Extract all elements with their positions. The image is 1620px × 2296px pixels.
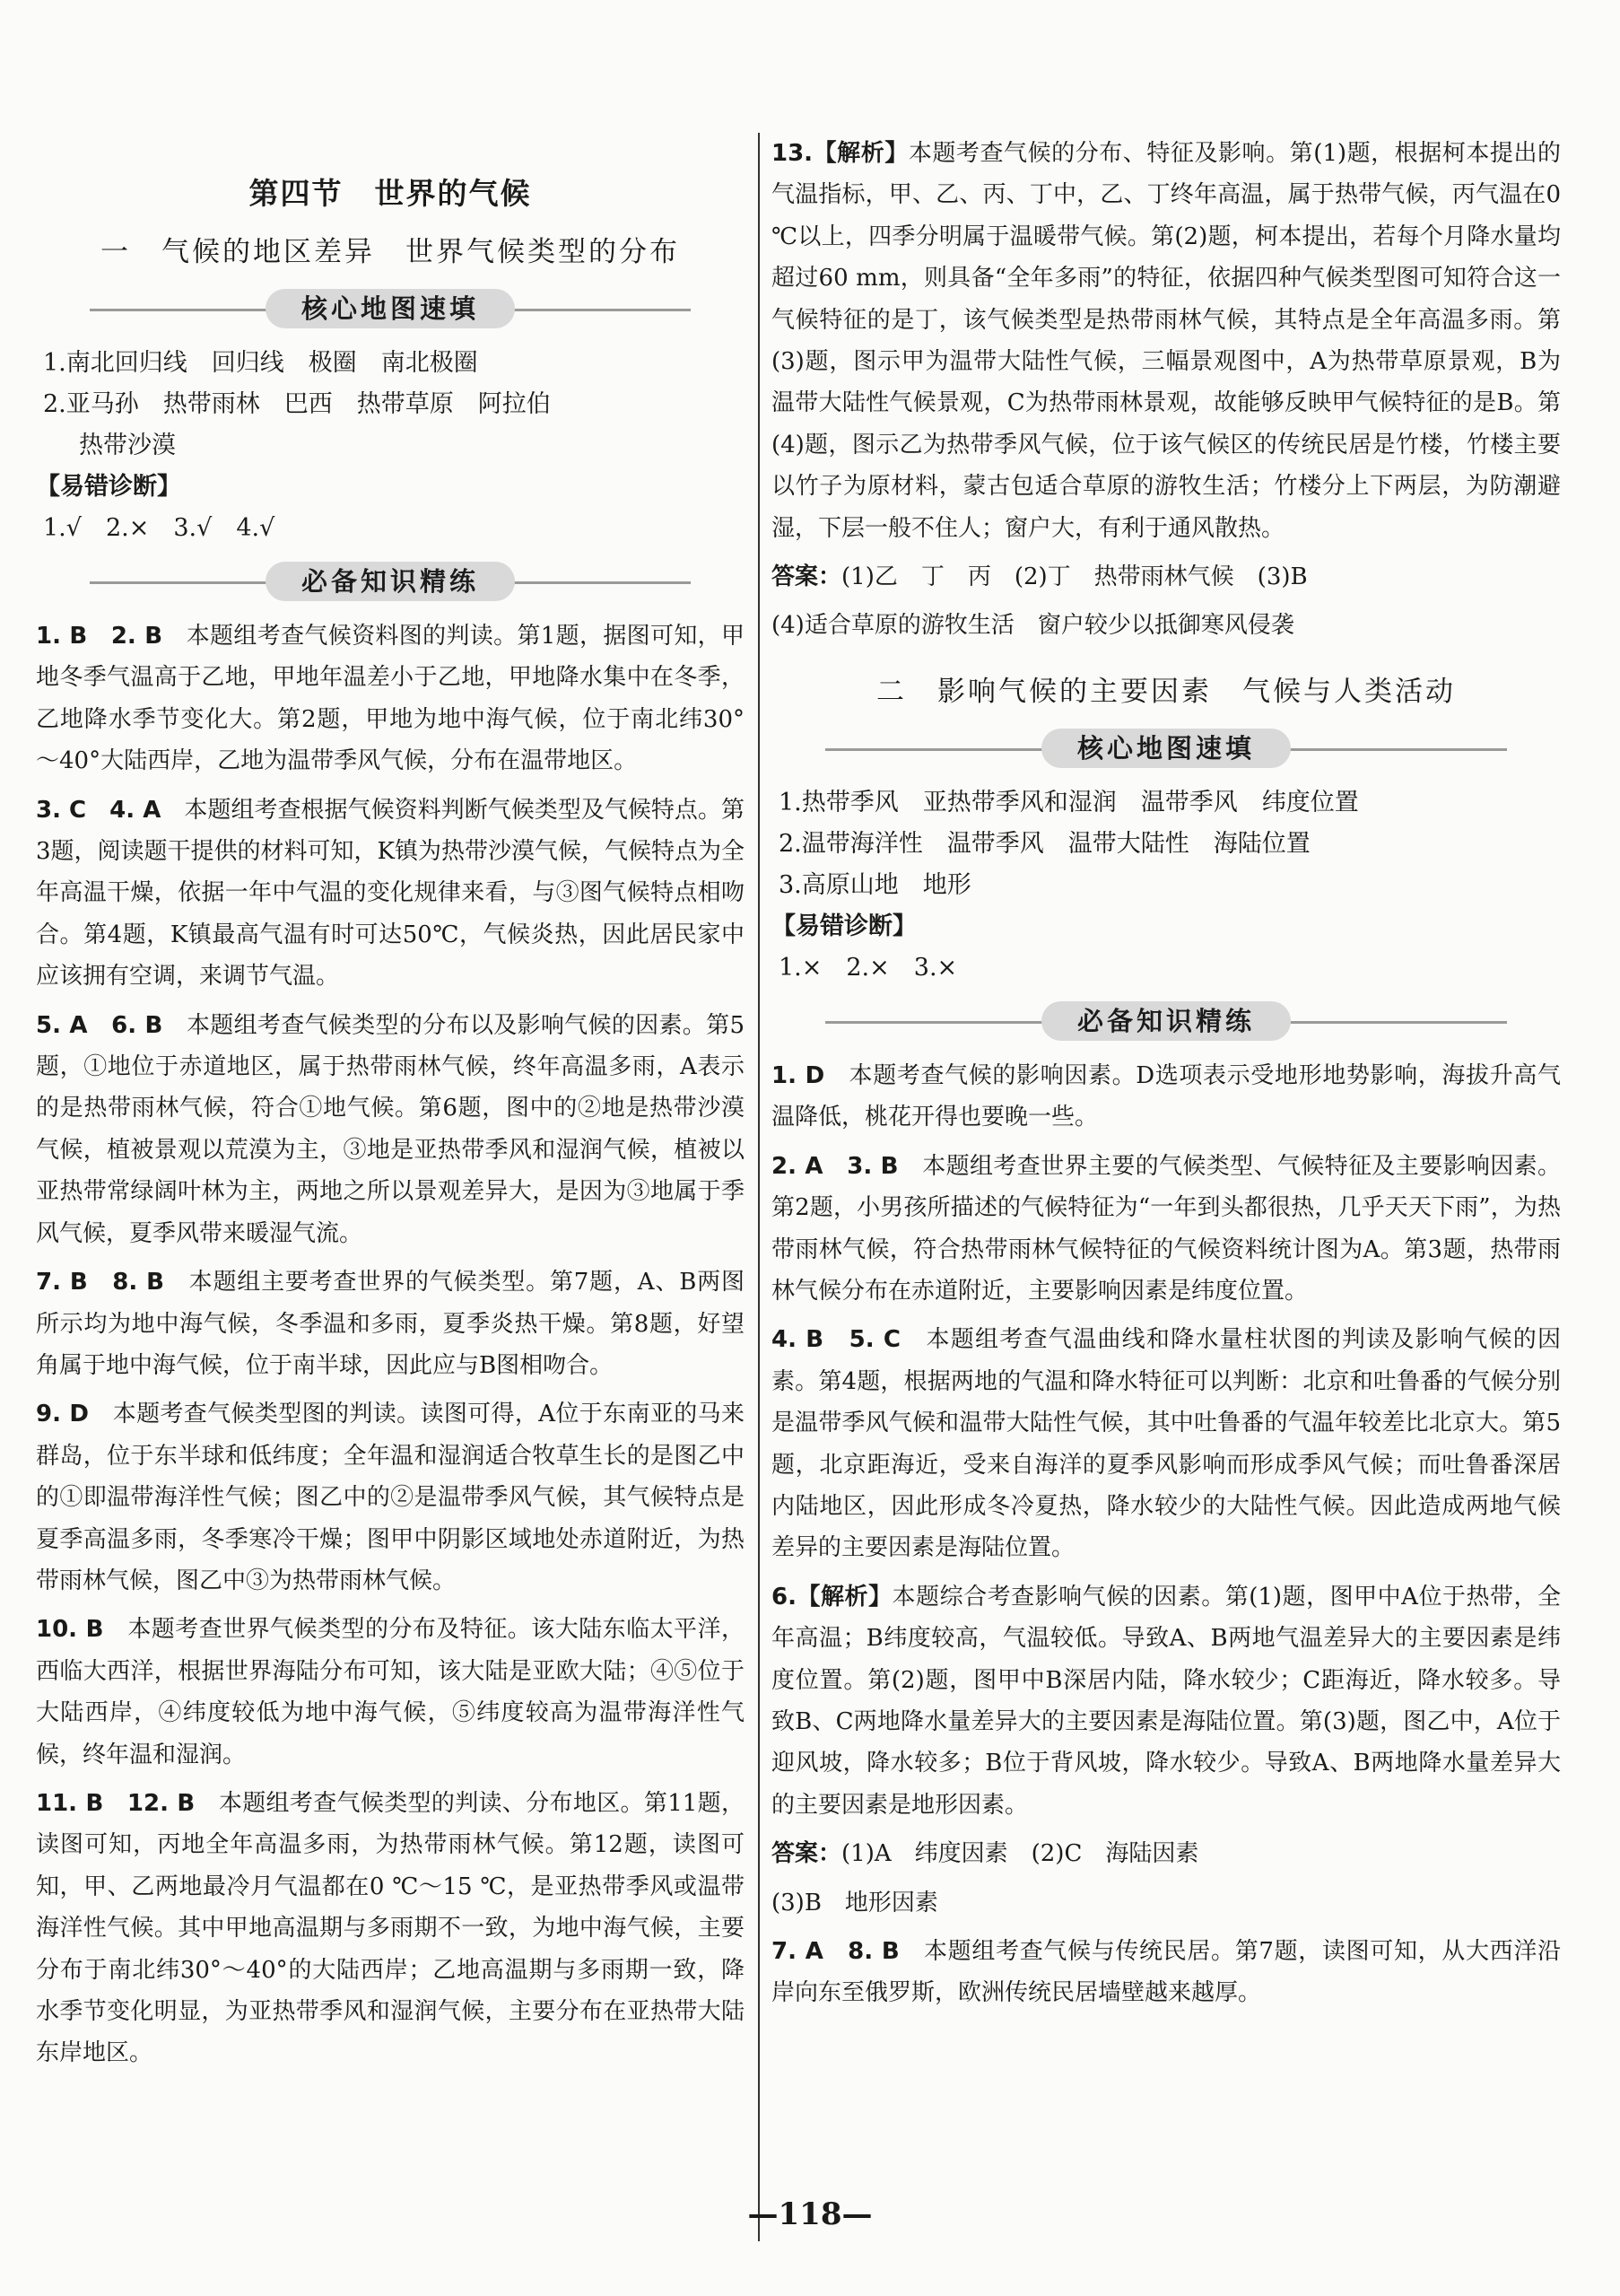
banner-practice-label: 必备知识精练 xyxy=(266,562,515,601)
fill-answer-2-cont: 热带沙漠 xyxy=(79,432,176,459)
subsection-title-2: 二 影响气候的主要因素 气候与人类活动 xyxy=(876,675,1456,708)
answer-item: 2. A 3. B 本题组考查世界主要的气候类型、气候特征及主要影响因素。第2题，小男孩所描述的气候特征为“一年到头都很热，几乎天天下雨”，为热带雨林气候，符合热带雨林气候特征的气候资料统计图为A。第3题，热带雨林气候分布在赤道附近，主要影响因素是纬度位置。 xyxy=(771,1152,1561,1305)
answer-13-line-1: 答案：(1)乙 丁 丙 (2)丁 热带雨林气候 (3)B xyxy=(771,563,1308,591)
answer-6-line-2: (3)B 地形因素 xyxy=(771,1889,938,1916)
answer-item-6: 6.【解析】本题综合考查影响气候的因素。第(1)题，图甲中A位于热带，全年高温；B纬度较高，气温较低。导致A、B两地气温差异大的主要因素是纬度位置。第(2)题，图甲中B深居内陆，降水较少；C距海近，降水较多。导致B、C两地降水量差异大的主要因素是海陆位置。第(3)题，图乙中，A位于迎风坡，降水较多；B位于背风坡，降水较少。导致A、B两地降水量差异大的主要因素是地形因素。 xyxy=(771,1583,1562,1819)
answer-item: 5. A 6. B 本题组考查气候类型的分布以及影响气候的因素。第5题，①地位于赤道地区，属于热带雨林气候，终年高温多雨，A表示的是热带雨林气候，符合①地气候。第6题，图中的②地是热带沙漠气候，植被景观以荒漠为主，③地是亚热带季风和湿润气候，植被以亚热带常绿阔叶林为主，两地之所以景观差异大，是因为③地属于季风气候，夏季风带来暖湿气流。 xyxy=(36,1011,745,1247)
answer-item: 9. D 本题考查气候类型图的判读。读图可得，A位于东南亚的马来群岛，位于东半球和低纬度；全年温和湿润适合牧草生长的是图乙中的①即温带海洋性气候；图乙中的②是温带季风气候，其气候特点是夏季高温多雨，冬季寒冷干燥；图甲中阴影区域地处赤道附近，为热带雨林气候，图乙中③为热带雨林气候。 xyxy=(36,1401,745,1594)
fill2-answer-2: 2.温带海洋性 温带季风 温带大陆性 海陆位置 xyxy=(779,829,1311,858)
page-number: —118— xyxy=(747,2196,873,2232)
answer-item-7: 7. A 8. B 本题组考查气候与传统民居。第7题，读图可知，从大西洋沿岸向东至俄罗斯，欧洲传统民居墙壁越来越厚。 xyxy=(771,1938,1561,2007)
answer-item: 7. B 8. B 本题组主要考查世界的气候类型。第7题，A、B两图所示均为地中海气候，冬季温和多雨，夏季炎热干燥。第8题，好望角属于地中海气候，位于南半球，因此应与B图相吻合。 xyxy=(36,1269,745,1379)
fill-answer-2: 2.亚马孙 热带雨林 巴西 热带草原 阿拉伯 xyxy=(43,390,551,418)
banner-core-map-2-label: 核心地图速填 xyxy=(1041,729,1291,768)
column-divider xyxy=(758,133,760,2241)
answer-6-line-1: 答案：(1)A 纬度因素 (2)C 海陆因素 xyxy=(771,1840,1199,1868)
section-title: 第四节 世界的气候 xyxy=(248,176,532,211)
banner-core-map xyxy=(36,289,745,330)
right-column xyxy=(771,133,1561,2021)
fill2-answer-1: 1.热带季风 亚热带季风和湿润 温带季风 纬度位置 xyxy=(779,788,1359,816)
left-column xyxy=(36,135,745,2082)
answer-item: 11. B 12. B 本题组考查气候类型的判读、分布地区。第11题，读图可知，丙地全年高温多雨，为热带雨林气候。第12题，读图可知，甲、乙两地最冷月气温都在0 ℃～15 ℃，是亚热带季风或温带海洋性气候。其中甲地高温期与多雨期不一致，为地中海气候，主要分布于南北纬30°～40°的大陆西岸；乙地高温期与多雨期一致，降水季节变化明显，为亚热带季风和湿润气候，主要分布在亚热带大陆东岸地区。 xyxy=(36,1789,745,2067)
answer-item: 1. B 2. B 本题组考查气候资料图的判读。第1题，据图可知，甲地冬季气温高于乙地，甲地年温差小于乙地，甲地降水集中在冬季，乙地降水季节变化大。第2题，甲地为地中海气候，位于南北纬30°～40°大陆西岸，乙地为温带季风气候，分布在温带地区。 xyxy=(36,623,745,775)
answer-item: 3. C 4. A 本题组考查根据气候资料判断气候类型及气候特点。第3题，阅读题干提供的材料可知，K镇为热带沙漠气候，气候特点为全年高温干燥，依据一年中气温的变化规律来看，与③图气候特点相吻合。第4题，K镇最高气温有时可达50℃，气候炎热，因此居民家中应该拥有空调，来调节气温。 xyxy=(36,796,745,991)
banner-practice xyxy=(36,562,745,603)
answer-item-13: 13.【解析】本题考查气候的分布、特征及影响。第(1)题，根据柯本提出的气温指标，甲、乙、丙、丁中，乙、丁终年高温，属于热带气候，丙气温在0 ℃以上，四季分明属于温暖带气候。第(2)题，柯本提出，若每个月降水量均超过60 mm，则具备“全年多雨”的特征，依据四种气候类型图可知符合这一气候特征的是丁，该气候类型是热带雨林气候，其特点是全年高温多雨。第(3)题，图示甲为温带大陆性气候，三幅景观图中，A为热带草原景观，B为温带大陆性气候景观，C为热带雨林景观，故能够反映甲气候特征的是B。第(4)题，图示乙为热带季风气候，位于该气候区的传统民居是竹楼，竹楼主要以竹子为原材料，蒙古包适合草原的游牧生活；竹楼分上下两层，为防潮避湿，下层一般不住人；窗户大，有利于通风散热。 xyxy=(771,140,1561,542)
banner-core-map-label: 核心地图速填 xyxy=(266,289,515,328)
answer-item: 10. B 本题考查世界气候类型的分布及特征。该大陆东临太平洋，西临大西洋，根据世界海陆分布可知，该大陆是亚欧大陆；④⑤位于大陆西岸，④纬度较低为地中海气候，⑤纬度较高为温带海洋性气候，终年温和湿润。 xyxy=(36,1616,745,1768)
answer-13-line-2: (4)适合草原的游牧生活 窗户较少以抵御寒风侵袭 xyxy=(771,612,1294,640)
fill-answer-1: 1.南北回归线 回归线 极圈 南北极圈 xyxy=(43,349,478,377)
banner-practice-2-label: 必备知识精练 xyxy=(1041,1001,1291,1041)
errors-answers: 1.√ 2.× 3.√ 4.√ xyxy=(43,514,275,542)
errors-answers-2: 1.× 2.× 3.× xyxy=(779,953,958,982)
banner-practice-2 xyxy=(771,1001,1561,1043)
subsection-title-1: 一 气候的地区差异 世界气候类型的分布 xyxy=(100,236,680,268)
banner-core-map-2 xyxy=(771,729,1561,770)
answer-item: 1. D 本题考查气候的影响因素。D选项表示受地形地势影响，海拔升高气温降低，桃花开得也要晚一些。 xyxy=(771,1061,1561,1131)
fill2-answer-3: 3.高原山地 地形 xyxy=(779,870,971,899)
errors-label: 【易错诊断】 xyxy=(36,473,181,501)
errors-label-2: 【易错诊断】 xyxy=(771,912,917,940)
answer-item: 4. B 5. C 本题组考查气温曲线和降水量柱状图的判读及影响气候的因素。第4题，根据两地的气温和降水特征可以判断：北京和吐鲁番的气候分别是温带季风气候和温带大陆性气候，其中吐鲁番的气温年较差比北京大。第5题，北京距海近，受来自海洋的夏季风影响而形成季风气候；而吐鲁番深居内陆地区，因此形成冬冷夏热，降水较少的大陆性气候。因此造成两地气候差异的主要因素是海陆位置。 xyxy=(771,1326,1561,1562)
